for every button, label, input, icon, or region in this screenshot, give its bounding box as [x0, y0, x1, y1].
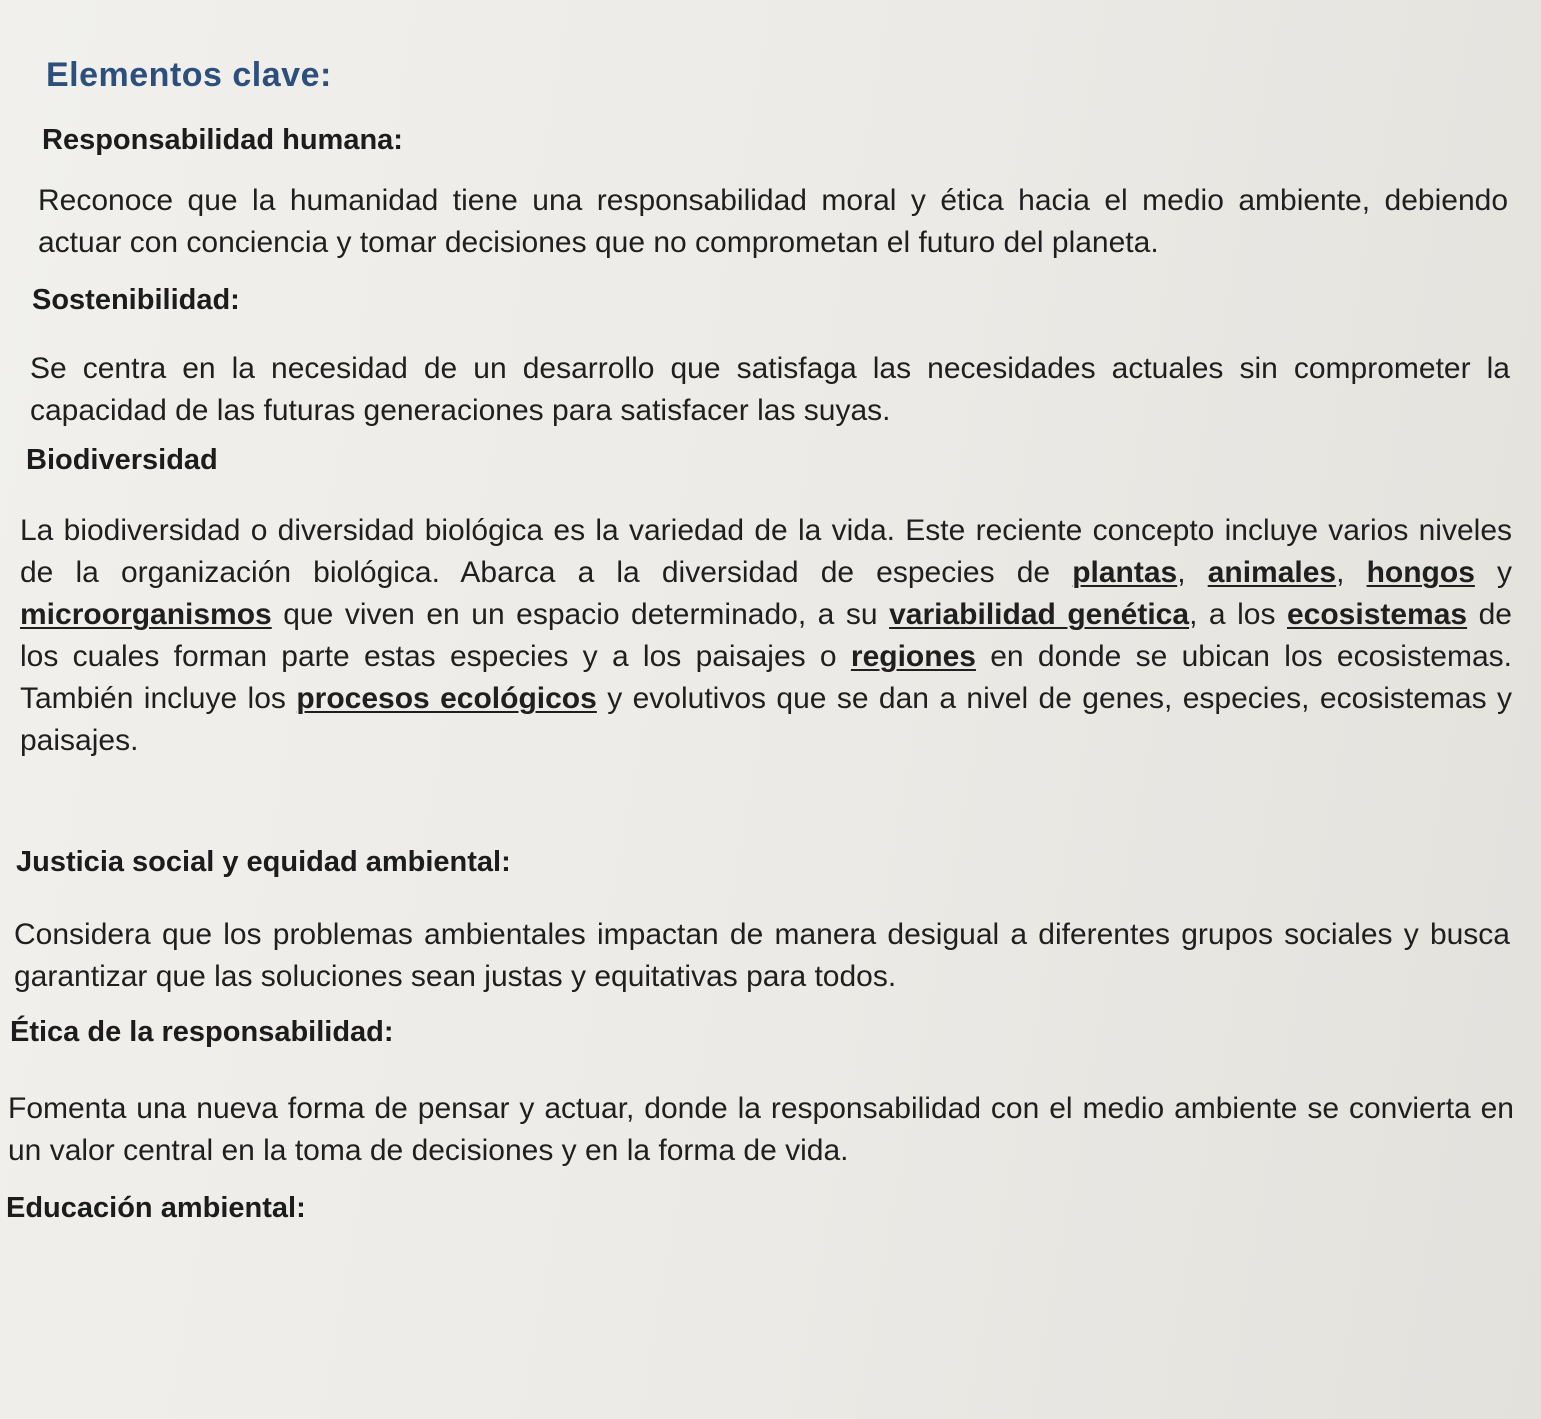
- bio-text: ,: [1177, 556, 1208, 589]
- bio-text: de los cuales forman parte estas especies y a los paisajes o: [20, 598, 1512, 673]
- heading-biodiversidad: Biodiversidad: [26, 444, 218, 476]
- paragraph-biodiversidad: [20, 510, 1512, 762]
- term-plantas: plantas: [1072, 556, 1178, 589]
- paragraph-justicia-social: Considera que los problemas ambientales impactan de manera desigual a diferentes grupos sociales y busca garantizar que las soluciones sean justas y equitativas para todos.: [14, 918, 1510, 993]
- paragraph-etica-responsabilidad: Fomenta una nueva forma de pensar y actuar, donde la responsabilidad con el medio ambiente se convierta en un valor central en la toma de decisiones y en la forma de vida.: [8, 1092, 1514, 1167]
- term-microorganismos: microorganismos: [20, 598, 272, 631]
- paragraph-responsabilidad-humana: Reconoce que la humanidad tiene una responsabilidad moral y ética hacia el medio ambiente, debiendo actuar con conciencia y tomar decisiones que no comprometan el futuro del planeta.: [38, 184, 1508, 259]
- term-ecosistemas: ecosistemas: [1286, 598, 1468, 631]
- heading-etica-responsabilidad: Ética de la responsabilidad:: [10, 1016, 394, 1048]
- heading-justicia-social: Justicia social y equidad ambiental:: [16, 846, 511, 878]
- heading-educacion-ambiental: Educación ambiental:: [6, 1192, 306, 1224]
- term-variabilidad-genetica: variabilidad genética: [889, 598, 1190, 631]
- heading-sostenibilidad: Sostenibilidad:: [32, 284, 240, 316]
- bio-text: ,: [1336, 556, 1367, 589]
- term-animales: animales: [1207, 556, 1337, 589]
- term-hongos: hongos: [1366, 556, 1475, 589]
- bio-text: que viven en un espacio determinado, a su: [271, 598, 890, 631]
- bio-text: La biodiversidad o diversidad biológica es la variedad de la vida. Este reciente concepto incluye varios niveles de la organización biológica. Abarca a la diversidad de especies de: [20, 514, 1512, 589]
- bio-text: y evolutivos que se dan a nivel de genes, especies, ecosistemas y paisajes.: [20, 682, 1512, 757]
- paragraph-sostenibilidad: Se centra en la necesidad de un desarrollo que satisfaga las necesidades actuales sin comprometer la capacidad de las futuras generaciones para satisfacer las suyas.: [30, 352, 1510, 427]
- term-procesos-ecologicos: procesos ecológicos: [296, 682, 597, 715]
- bio-text: en donde se ubican los ecosistemas. También incluye los: [20, 640, 1512, 715]
- heading-responsabilidad-humana: Responsabilidad humana:: [42, 124, 403, 156]
- term-regiones: regiones: [850, 640, 976, 673]
- bio-text: , a los: [1189, 598, 1287, 631]
- section-title: Elementos clave:: [46, 56, 332, 94]
- bio-text: y: [1474, 556, 1512, 589]
